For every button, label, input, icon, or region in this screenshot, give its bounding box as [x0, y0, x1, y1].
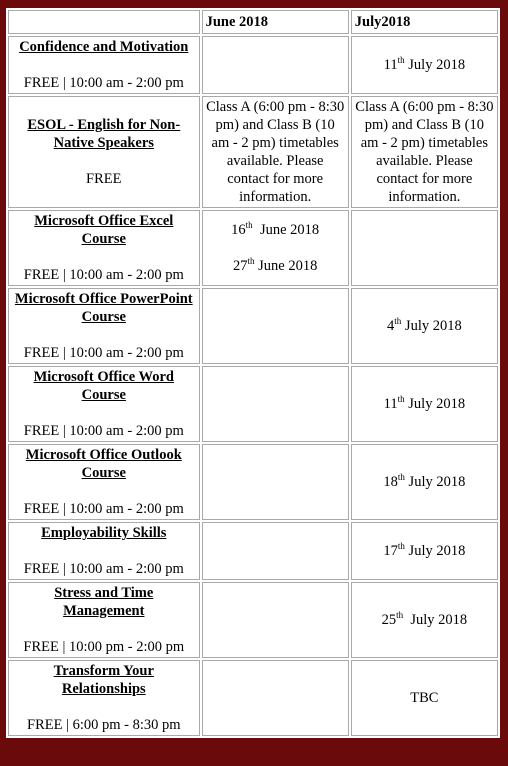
date-day: 27: [232, 258, 248, 274]
course-name: Microsoft Office Excel Course: [34, 213, 174, 247]
date-suffix: th: [397, 394, 405, 405]
june-cell: [202, 210, 349, 286]
course-name: ESOL - English for Non-Native Speakers: [27, 117, 181, 151]
course-cell: [8, 444, 200, 520]
table-row: [8, 522, 498, 580]
date-rest: July 2018: [404, 396, 466, 412]
june-cell: [202, 366, 349, 442]
date-day: 18: [383, 474, 398, 490]
course-cell: [8, 36, 200, 94]
date-rest: June 2018: [252, 222, 320, 238]
july-cell: TBC: [351, 660, 498, 736]
date-day: 25: [381, 612, 397, 628]
course-price: FREE | 6:00 pm - 8:30 pm: [27, 717, 181, 733]
header-row: [8, 10, 498, 34]
course-cell: [8, 582, 200, 658]
date-suffix: th: [397, 541, 405, 552]
course-cell: [8, 210, 200, 286]
date-suffix: th: [397, 472, 405, 483]
course-cell: [8, 660, 200, 736]
date-rest: June 2018: [254, 258, 318, 274]
course-cell: [8, 366, 200, 442]
course-name: Stress and Time Management: [54, 585, 154, 619]
date-rest: July 2018: [403, 612, 468, 628]
course-schedule-table: [6, 8, 500, 738]
date-rest: July 2018: [404, 543, 466, 559]
date-rest: July 2018: [404, 57, 466, 73]
june-cell: [202, 288, 349, 364]
table-row: [8, 366, 498, 442]
july-cell: [351, 582, 498, 658]
june-cell: [202, 522, 349, 580]
course-price: FREE | 10:00 pm - 2:00 pm: [23, 639, 185, 655]
course-price: FREE | 10:00 am - 2:00 pm: [23, 267, 184, 283]
june-cell: Class A (6:00 pm - 8:30 pm) and Class B (10 am - 2 pm) timetables available. Please contact for more information.: [202, 96, 349, 208]
date-suffix: th: [396, 610, 404, 621]
july-cell: [351, 288, 498, 364]
course-price: FREE | 10:00 am - 2:00 pm: [23, 561, 184, 577]
course-price: FREE | 10:00 am - 2:00 pm: [23, 75, 184, 91]
date-day: 4: [387, 318, 395, 334]
july-cell: [351, 210, 498, 286]
june-cell: [202, 444, 349, 520]
date-suffix: th: [245, 220, 253, 231]
date-day: 11: [383, 396, 398, 412]
header-course: [8, 10, 200, 34]
course-name: Employability Skills: [41, 525, 167, 541]
date-rest: July 2018: [401, 318, 462, 334]
course-name: Microsoft Office Word Course: [33, 369, 174, 403]
course-price: FREE | 10:00 am - 2:00 pm: [23, 345, 184, 361]
table-row: [8, 582, 498, 658]
july-cell: [351, 444, 498, 520]
july-cell: [351, 366, 498, 442]
table-row: [8, 660, 498, 736]
date-day: 17: [383, 543, 398, 559]
course-name: Microsoft Office Outlook Course: [25, 447, 182, 481]
date-suffix: th: [397, 55, 405, 66]
course-price: FREE | 10:00 am - 2:00 pm: [23, 501, 184, 517]
course-price: FREE | 10:00 am - 2:00 pm: [23, 423, 184, 439]
date-suffix: th: [247, 256, 255, 267]
june-cell: [202, 582, 349, 658]
date-suffix: th: [394, 316, 402, 327]
july-cell: [351, 36, 498, 94]
june-cell: [202, 660, 349, 736]
july-cell: [351, 522, 498, 580]
july-cell: Class A (6:00 pm - 8:30 pm) and Class B (10 am - 2 pm) timetables available. Please contact for more information.: [351, 96, 498, 208]
course-cell: [8, 522, 200, 580]
header-june: June 2018: [202, 10, 349, 34]
course-cell: [8, 96, 200, 208]
course-price: FREE: [86, 171, 122, 187]
table-row: [8, 210, 498, 286]
table-row: [8, 96, 498, 208]
course-name: Microsoft Office PowerPoint Course: [14, 291, 193, 325]
header-july: July2018: [351, 10, 498, 34]
table-row: [8, 288, 498, 364]
course-name: Confidence and Motivation: [19, 39, 189, 55]
date-day: 16: [231, 222, 246, 238]
course-cell: [8, 288, 200, 364]
date-day: 11: [383, 57, 398, 73]
june-cell: [202, 36, 349, 94]
date-rest: July 2018: [404, 474, 466, 490]
table-row: [8, 444, 498, 520]
table-row: [8, 36, 498, 94]
course-name: Transform Your Relationships: [53, 663, 154, 697]
